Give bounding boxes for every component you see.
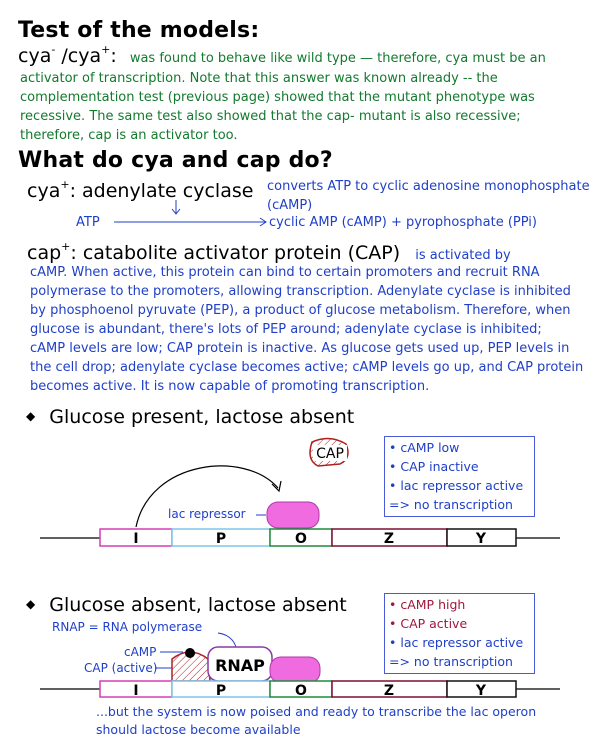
- note-line: => no transcription: [389, 497, 513, 512]
- rnap-definition: RNAP = RNA polymerase: [52, 620, 203, 634]
- cap-inactive-protein: [310, 438, 348, 466]
- camp-label: cAMP: [124, 645, 157, 659]
- repressor-label: lac repressor: [168, 507, 246, 521]
- page-title: Test of the models:: [18, 18, 260, 43]
- text-line: is activated by: [415, 248, 511, 263]
- case1-diagram: [0, 430, 594, 560]
- text-line: recessive. The same test also showed that the cap- mutant is also recessive;: [20, 109, 521, 124]
- note-line: => no transcription: [389, 654, 513, 669]
- text-line: glucose is abundant, there's lots of PEP around; adenylate cyclase is inhibited;: [30, 322, 542, 337]
- rnap-label: RNAP: [215, 656, 265, 675]
- diamond-bullet-icon: ◆: [26, 597, 36, 611]
- text-line: (cAMP): [267, 198, 313, 213]
- cap-active-label: CAP (active): [84, 661, 158, 675]
- text-line: complementation test (previous page) showed that the mutant phenotype was: [20, 90, 535, 105]
- lac-repressor-protein: [270, 657, 320, 683]
- products-label: cyclic AMP (cAMP) + pyrophosphate (PPi): [269, 215, 537, 230]
- camp-molecule: [185, 648, 195, 658]
- cap-description: [30, 263, 590, 396]
- segment-label: Y: [475, 531, 487, 547]
- segment-label: I: [133, 683, 139, 699]
- note-line: • lac repressor active: [389, 478, 524, 493]
- cya-test-section: [18, 43, 588, 68]
- note-line: • cAMP low: [389, 440, 460, 455]
- diamond-bullet-icon: ◆: [26, 409, 36, 423]
- segment-label: Z: [383, 683, 395, 699]
- case1-title-text: Glucose present, lactose absent: [49, 406, 355, 428]
- atp-label: ATP: [76, 215, 100, 230]
- text-line: the cell drop; adenylate cyclase becomes active; cAMP levels go up, and CAP protein: [30, 360, 584, 375]
- segment-label: O: [295, 683, 307, 699]
- cya-test-text: [20, 69, 590, 145]
- text-line: by phosphoenol pyruvate (PEP), a product of glucose metabolism. Therefore, when: [30, 303, 571, 318]
- text-line: activator of transcription. Note that this answer was known already -- the: [20, 71, 498, 86]
- note-line: • cAMP high: [389, 597, 466, 612]
- section-heading: What do cya and cap do?: [18, 148, 333, 173]
- case1-title: [26, 406, 354, 428]
- text-line: converts ATP to cyclic adenosine monophosphate: [267, 179, 590, 194]
- text-line: polymerase to the promoters, allowing transcription. Adenylate cyclase is inhibited: [30, 284, 571, 299]
- segment-label: O: [295, 531, 307, 547]
- cap-label: CAP: [316, 446, 344, 462]
- segment-label: I: [133, 531, 139, 547]
- segment-label: P: [215, 683, 227, 699]
- case2-footer: [96, 703, 536, 739]
- lac-repressor-protein: [267, 502, 319, 528]
- segment-label: Y: [475, 683, 487, 699]
- text-line: therefore, cap is an activator too.: [20, 128, 238, 143]
- note-line: • CAP active: [389, 616, 468, 631]
- cya-minus-label: cya- /cya+:: [18, 43, 117, 67]
- segment-label: P: [215, 531, 227, 547]
- cya-test-text-line: was found to behave like wild type — therefore, cya must be an: [129, 51, 546, 66]
- rnap-pointer: [218, 633, 236, 647]
- cap-plus-label: cap+: catabolite activator protein (CAP): [27, 240, 401, 264]
- case2-title: [26, 594, 347, 616]
- cya-plus-label: cya+: adenylate cyclase: [27, 178, 254, 202]
- cap-heading-line: [27, 240, 511, 265]
- case2-title-text: Glucose absent, lactose absent: [49, 594, 347, 616]
- note-line: • CAP inactive: [389, 459, 479, 474]
- reaction-arrows: [108, 196, 273, 230]
- text-line: becomes active. It is now capable of promoting transcription.: [30, 379, 430, 394]
- segment-label: Z: [383, 531, 395, 547]
- text-line: ...but the system is now poised and ready to transcribe the lac operon: [96, 704, 537, 719]
- text-line: should lactose become available: [96, 722, 301, 737]
- text-line: cAMP levels are low; CAP protein is inactive. As glucose gets used up, PEP levels in: [30, 341, 570, 356]
- cya-note: [267, 177, 590, 215]
- text-line: cAMP. When active, this protein can bind to certain promoters and recruit RNA: [30, 265, 540, 280]
- note-line: • lac repressor active: [389, 635, 524, 650]
